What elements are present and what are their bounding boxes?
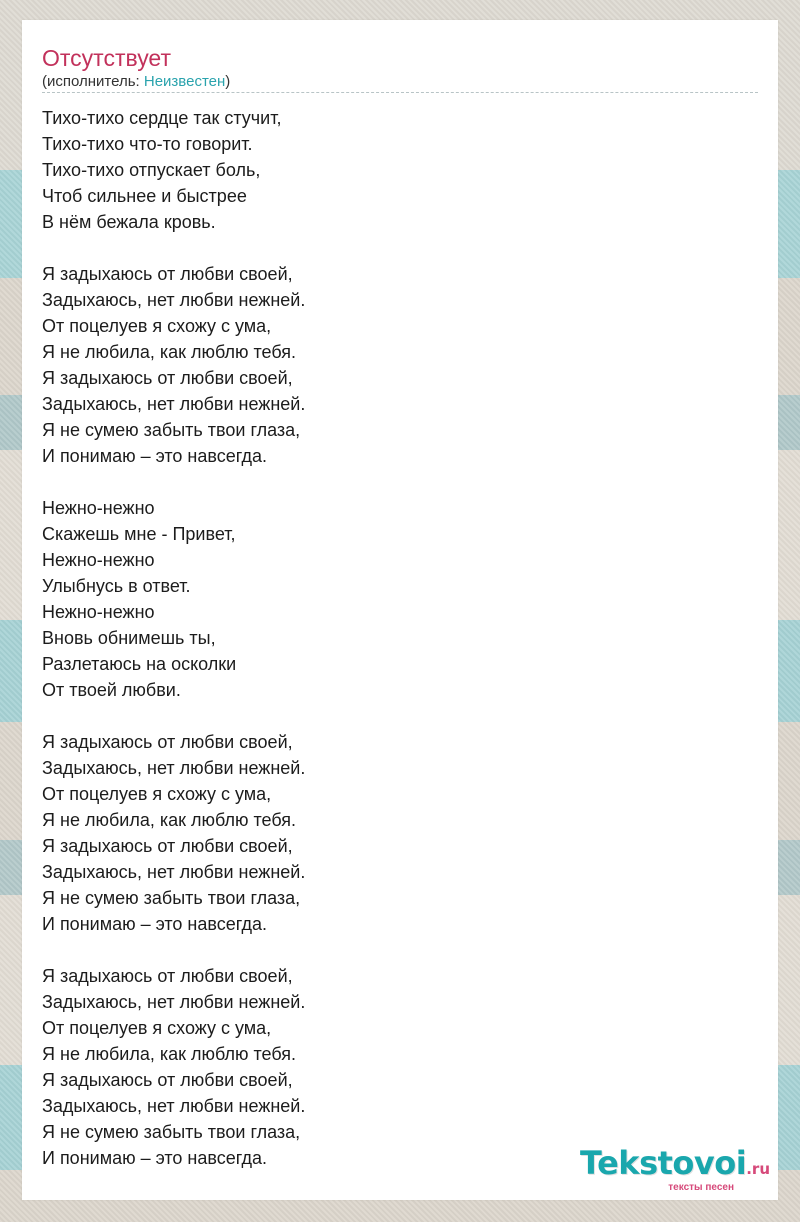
lyrics-stanza-1 [42, 105, 742, 235]
lyrics-line: Скажешь мне - Привет, [42, 524, 236, 544]
lyrics-line: От поцелуев я схожу с ума, [42, 316, 272, 336]
lyrics-line: Тихо-тихо отпускает боль, [42, 160, 261, 180]
lyrics-stanza-4 [42, 729, 742, 937]
lyrics-line: Я не сумею забыть твои глаза, [42, 420, 301, 440]
lyrics-stanza-2 [42, 261, 742, 469]
site-logo[interactable] [560, 1146, 770, 1194]
lyrics-line: Улыбнусь в ответ. [42, 576, 191, 596]
lyrics-line: Тихо-тихо сердце так стучит, [42, 108, 282, 128]
logo-tld: .ru [746, 1160, 770, 1178]
lyrics-line: Задыхаюсь, нет любви нежней. [42, 862, 306, 882]
lyrics-line: Я не любила, как люблю тебя. [42, 342, 297, 362]
logo-brand [560, 1146, 770, 1186]
lyrics-line: Задыхаюсь, нет любви нежней. [42, 1096, 306, 1116]
lyrics-line: Я задыхаюсь от любви своей, [42, 264, 293, 284]
lyrics-line: В нём бежала кровь. [42, 212, 216, 232]
lyrics-line: Я задыхаюсь от любви своей, [42, 368, 293, 388]
lyrics-line: От поцелуев я схожу с ума, [42, 1018, 272, 1038]
lyrics-line: Вновь обнимешь ты, [42, 628, 216, 648]
lyrics-line: И понимаю – это навсегда. [42, 914, 268, 934]
lyrics-line: Задыхаюсь, нет любви нежней. [42, 394, 306, 414]
title-divider [42, 92, 758, 93]
lyrics-line: Я не сумею забыть твои глаза, [42, 1122, 301, 1142]
lyrics-line: Я задыхаюсь от любви своей, [42, 836, 293, 856]
logo-tagline: тексты песен [668, 1182, 734, 1193]
logo-brand-text: Tekstovoi [580, 1144, 747, 1182]
lyrics-line: Задыхаюсь, нет любви нежней. [42, 992, 306, 1012]
lyrics-line: Задыхаюсь, нет любви нежней. [42, 758, 306, 778]
song-title: Отсутствует [42, 45, 171, 71]
lyrics-body [42, 105, 742, 1197]
lyrics-stanza-5 [42, 963, 742, 1171]
lyrics-line: Я задыхаюсь от любви своей, [42, 1070, 293, 1090]
lyrics-line: Нежно-нежно [42, 550, 155, 570]
lyrics-line: Нежно-нежно [42, 602, 155, 622]
lyrics-line: И понимаю – это навсегда. [42, 1148, 268, 1168]
lyrics-line: От поцелуев я схожу с ума, [42, 784, 272, 804]
lyrics-line: Я задыхаюсь от любви своей, [42, 966, 293, 986]
lyrics-line: Тихо-тихо что-то говорит. [42, 134, 253, 154]
artist-suffix: ) [225, 73, 231, 90]
lyrics-line: Я не любила, как люблю тебя. [42, 1044, 297, 1064]
lyrics-line: Разлетаюсь на осколки [42, 654, 237, 674]
lyrics-line: Я задыхаюсь от любви своей, [42, 732, 293, 752]
lyrics-line: От твоей любви. [42, 680, 181, 700]
lyrics-line: Я не сумею забыть твои глаза, [42, 888, 301, 908]
lyrics-line: Задыхаюсь, нет любви нежней. [42, 290, 306, 310]
lyrics-stanza-3 [42, 495, 742, 703]
artist-prefix: (исполнитель: [42, 73, 144, 90]
lyrics-line: Я не любила, как люблю тебя. [42, 810, 297, 830]
lyrics-line: И понимаю – это навсегда. [42, 446, 268, 466]
artist-line [42, 72, 230, 92]
lyrics-line: Нежно-нежно [42, 498, 155, 518]
lyrics-card [22, 20, 778, 1200]
artist-link[interactable]: Неизвестен [143, 73, 226, 90]
lyrics-line: Чтоб сильнее и быстрее [42, 186, 247, 206]
